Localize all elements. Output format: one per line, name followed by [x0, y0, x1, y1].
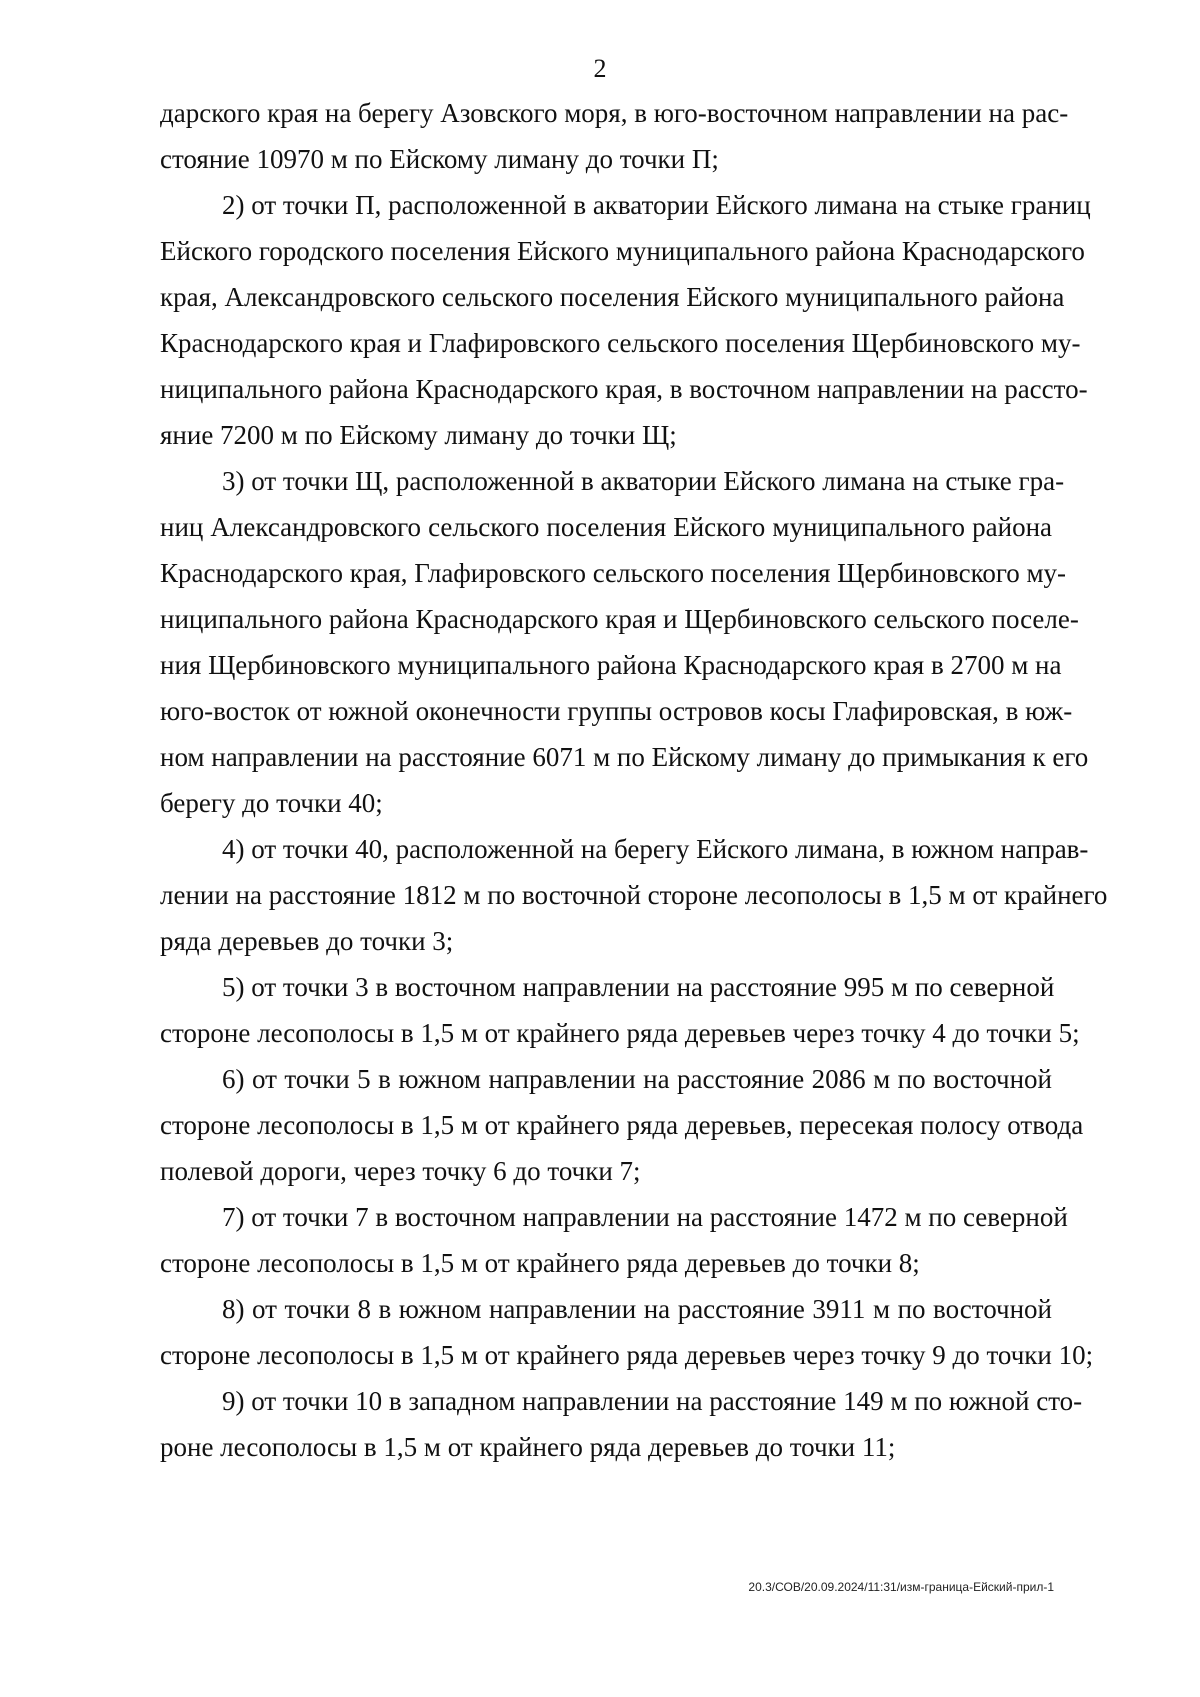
text-line: полевой дороги, через точку 6 до точки 7;	[160, 1156, 641, 1186]
paragraph-item-9	[160, 1378, 1083, 1470]
text-line: 2) от точки П, расположенной в акватории Ейского лимана на стыке границ	[222, 190, 1091, 220]
text-line: стояние 10970 м по Ейскому лиману до точки П;	[160, 144, 719, 174]
text-line: ном направлении на расстояние 6071 м по Ейскому лиману до примыкания к его	[160, 742, 1089, 772]
paragraph-item-2	[160, 182, 1091, 458]
text-line: Ейского городского поселения Ейского муниципального района Краснодарского	[160, 236, 1085, 266]
text-line: берегу до точки 40;	[160, 788, 383, 818]
text-line: 7) от точки 7 в восточном направлении на расстояние 1472 м по северной	[222, 1202, 1068, 1232]
text-line: юго-восток от южной оконечности группы островов косы Глафировская, в юж-	[160, 696, 1073, 726]
document-body	[160, 90, 1108, 1470]
text-line: 5) от точки 3 в восточном направлении на расстояние 995 м по северной	[222, 972, 1055, 1002]
text-line: 4) от точки 40, расположенной на берегу Ейского лимана, в южном направ-	[222, 834, 1089, 864]
paragraph-item-4	[160, 826, 1108, 964]
text-line: стороне лесополосы в 1,5 м от крайнего ряда деревьев до точки 8;	[160, 1248, 920, 1278]
text-line: яние 7200 м по Ейскому лиману до точки Щ;	[160, 420, 677, 450]
text-line: ниц Александровского сельского поселения Ейского муниципального района	[160, 512, 1052, 542]
paragraph-item-7	[160, 1194, 1068, 1286]
text-line: 8) от точки 8 в южном направлении на расстояние 3911 м по восточной	[222, 1294, 1052, 1324]
text-line: дарского края на берегу Азовского моря, в юго-восточном направлении на рас-	[160, 98, 1069, 128]
text-line: Краснодарского края и Глафировского сельского поселения Щербиновского му-	[160, 328, 1081, 358]
text-line: ряда деревьев до точки 3;	[160, 926, 454, 956]
paragraph-item-5	[160, 964, 1080, 1056]
text-line: ниципального района Краснодарского края, в восточном направлении на рассто-	[160, 374, 1088, 404]
text-line: лении на расстояние 1812 м по восточной стороне лесополосы в 1,5 м от крайнего	[160, 880, 1108, 910]
text-line: 9) от точки 10 в западном направлении на расстояние 149 м по южной сто-	[222, 1386, 1083, 1416]
page-number: 2	[593, 54, 607, 83]
text-line: стороне лесополосы в 1,5 м от крайнего ряда деревьев через точку 9 до точки 10;	[160, 1340, 1094, 1370]
text-line: роне лесополосы в 1,5 м от крайнего ряда деревьев до точки 11;	[160, 1432, 896, 1462]
paragraph-item-6	[160, 1056, 1084, 1194]
text-line: стороне лесополосы в 1,5 м от крайнего ряда деревьев, пересекая полосу отвода	[160, 1110, 1084, 1140]
text-line: ниципального района Краснодарского края и Щербиновского сельского поселе-	[160, 604, 1079, 634]
text-line: Краснодарского края, Глафировского сельского поселения Щербиновского му-	[160, 558, 1067, 588]
text-line: 3) от точки Щ, расположенной в акватории Ейского лимана на стыке гра-	[222, 466, 1065, 496]
text-line: края, Александровского сельского поселения Ейского муниципального района	[160, 282, 1065, 312]
text-line: 6) от точки 5 в южном направлении на расстояние 2086 м по восточной	[222, 1064, 1052, 1094]
paragraph-item-3	[160, 458, 1089, 826]
paragraph-continuation	[160, 90, 1069, 182]
text-line: стороне лесополосы в 1,5 м от крайнего ряда деревьев через точку 4 до точки 5;	[160, 1018, 1080, 1048]
paragraph-item-8	[160, 1286, 1094, 1378]
document-footer-code: 20.3/СОВ/20.09.2024/11:31/изм-граница-Ейский-прил-1	[748, 1580, 1054, 1594]
text-line: ния Щербиновского муниципального района Краснодарского края в 2700 м на	[160, 650, 1062, 680]
